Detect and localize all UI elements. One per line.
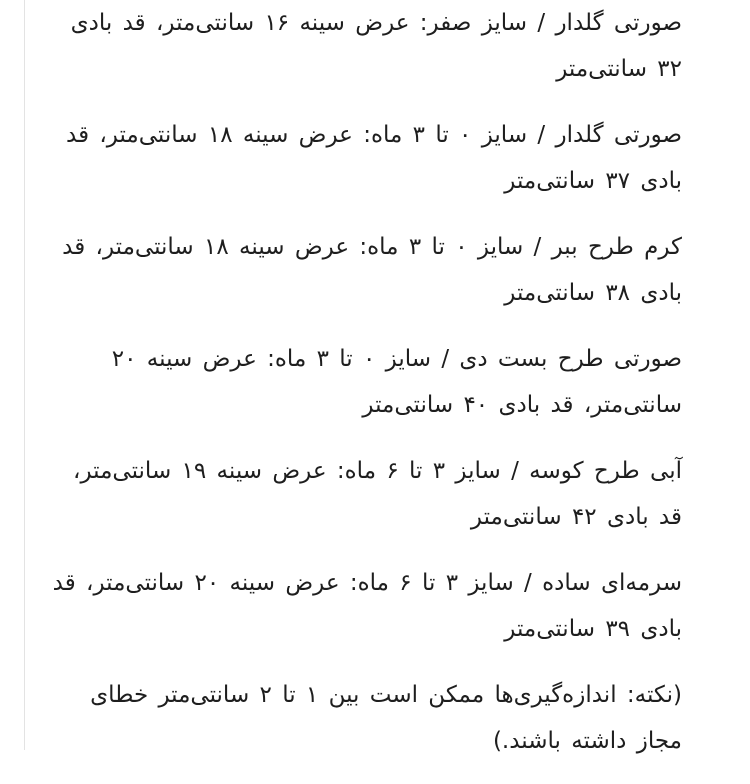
size-entry-pink-0-3-months: صورتی طرح بست دی / سایز ۰ تا ۳ ماه: عرض سینه ۲۰ سانتی‌متر، قد بادی ۴۰ سانتی‌متر [111, 346, 682, 418]
size-entry-blue-shark-3-6-months: آبی طرح کوسه / سایز ۳ تا ۶ ماه: عرض سینه ۱۹ سانتی‌متر، قد بادی ۴۲ سانتی‌متر [73, 458, 682, 530]
size-entry-pink-floral-0-3-months: صورتی گلدار / سایز ۰ تا ۳ ماه: عرض سینه ۱۸ سانتی‌متر، قد بادی ۳۷ سانتی‌متر [66, 122, 682, 194]
size-entry-navy-plain-3-6-months: سرمه‌ای ساده / سایز ۳ تا ۶ ماه: عرض سینه ۲۰ سانتی‌متر، قد بادی ۳۹ سانتی‌متر [52, 570, 682, 642]
measurement-note: (نکته: اندازه‌گیری‌ها ممکن است بین ۱ تا ۲ سانتی‌متر خطای مجاز داشته باشند.) [90, 682, 682, 754]
left-border-line [24, 0, 25, 750]
size-entry-pink-floral-size-zero: صورتی گلدار / سایز صفر: عرض سینه ۱۶ سانتی‌متر، قد بادی ۳۲ سانتی‌متر [70, 10, 682, 82]
size-guide-text [40, 0, 682, 784]
size-entry-cream-tiger-0-3-months: کرم طرح ببر / سایز ۰ تا ۳ ماه: عرض سینه ۱۸ سانتی‌متر، قد بادی ۳۸ سانتی‌متر [62, 234, 682, 306]
